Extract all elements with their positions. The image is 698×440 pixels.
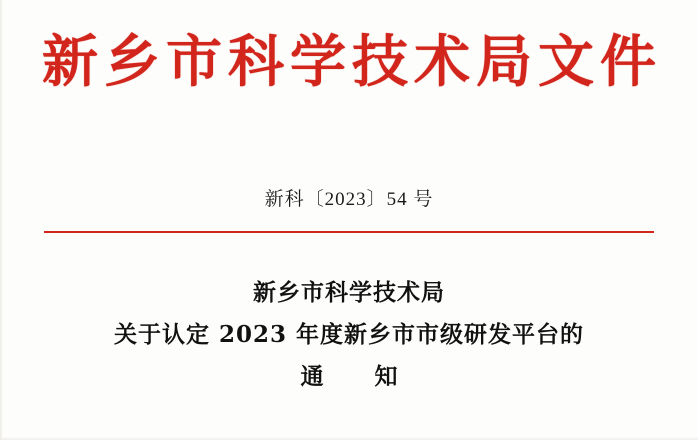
document-title-line-1: 新乡市科学技术局 [253, 279, 445, 306]
document-title-line-2: 关于认定 2023 年度新乡市市级研发平台的 [113, 321, 585, 348]
document-title-line-3: 通 知 [300, 363, 412, 390]
document-serial-number: 新科〔2023〕54 号 [264, 189, 434, 210]
document-masthead-title: 新乡市科学技术局文件 [42, 29, 662, 95]
document-title-block [0, 272, 698, 398]
red-separator-rule [44, 231, 654, 233]
